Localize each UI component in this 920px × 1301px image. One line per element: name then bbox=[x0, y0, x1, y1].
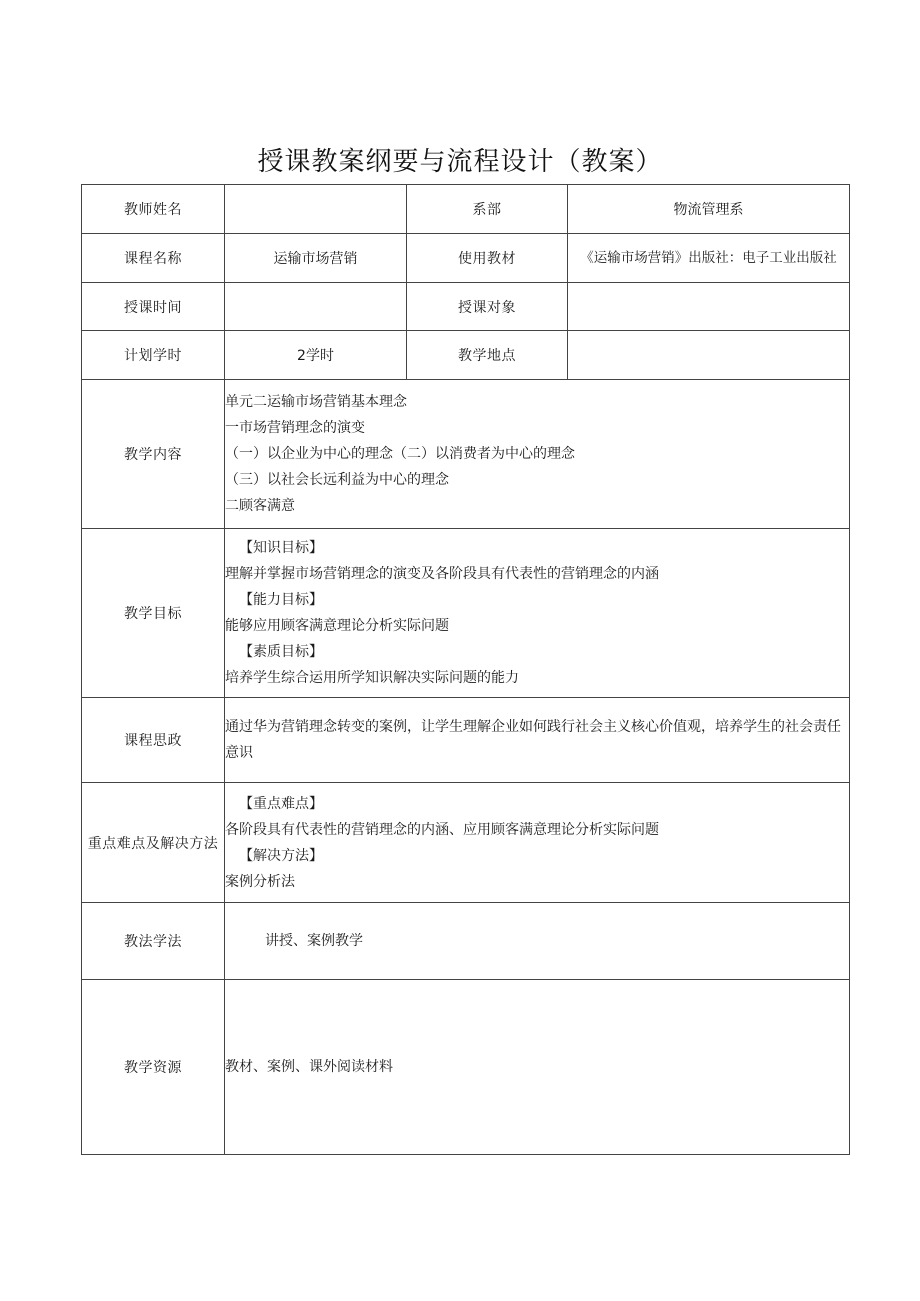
content-line: 二顾客满意 bbox=[225, 498, 295, 514]
method-text: 案例分析法 bbox=[225, 873, 295, 890]
content-label: 教学内容 bbox=[82, 380, 225, 529]
row-methods bbox=[82, 903, 850, 980]
methods-label: 教法学法 bbox=[82, 903, 225, 980]
row-course bbox=[82, 234, 850, 283]
methods-cell bbox=[225, 903, 850, 980]
knowledge-heading: 【知识目标】 bbox=[239, 540, 323, 556]
row-time bbox=[82, 283, 850, 331]
teacher-value bbox=[225, 185, 407, 234]
row-keypoints bbox=[82, 783, 850, 903]
hours-value: 2学时 bbox=[225, 331, 407, 380]
key-text: 各阶段具有代表性的营销理念的内涵、应用顾客满意理论分析实际问题 bbox=[225, 821, 659, 838]
textbook-label: 使用教材 bbox=[407, 234, 568, 283]
content-line: 一市场营销理念的演变 bbox=[225, 420, 365, 436]
course-value: 运输市场营销 bbox=[225, 234, 407, 283]
resources-label: 教学资源 bbox=[82, 980, 225, 1155]
ability-text: 能够应用顾客满意理论分析实际问题 bbox=[225, 618, 449, 634]
objectives-label: 教学目标 bbox=[82, 529, 225, 698]
row-objectives bbox=[82, 529, 850, 698]
audience-label: 授课对象 bbox=[407, 283, 568, 331]
objectives-cell bbox=[225, 529, 850, 698]
row-hours bbox=[82, 331, 850, 380]
quality-heading: 【素质目标】 bbox=[239, 644, 323, 660]
ideology-cell bbox=[225, 698, 850, 783]
keypoints-label: 重点难点及解决方法 bbox=[82, 783, 225, 903]
key-heading: 【重点难点】 bbox=[239, 795, 323, 812]
quality-text: 培养学生综合运用所学知识解决实际问题的能力 bbox=[225, 670, 519, 686]
lesson-plan-table bbox=[81, 184, 850, 1155]
row-content bbox=[82, 380, 850, 529]
department-value: 物流管理系 bbox=[568, 185, 850, 234]
hours-label: 计划学时 bbox=[82, 331, 225, 380]
ideology-text: 通过华为营销理念转变的案例，让学生理解企业如何践行社会主义核心价值观，培养学生的社会责任意识 bbox=[225, 719, 841, 761]
row-ideology bbox=[82, 698, 850, 783]
row-teacher bbox=[82, 185, 850, 234]
teacher-label: 教师姓名 bbox=[82, 185, 225, 234]
content-cell bbox=[225, 380, 850, 529]
content-line: 单元二运输市场营销基本理念 bbox=[225, 394, 407, 410]
page-title: 授课教案纲要与流程设计（教案） bbox=[257, 147, 663, 177]
location-label: 教学地点 bbox=[407, 331, 568, 380]
content-line: （三）以社会长远利益为中心的理念 bbox=[225, 472, 449, 488]
location-value bbox=[568, 331, 850, 380]
time-value bbox=[225, 283, 407, 331]
knowledge-text: 理解并掌握市场营销理念的演变及各阶段具有代表性的营销理念的内涵 bbox=[225, 566, 659, 582]
course-label: 课程名称 bbox=[82, 234, 225, 283]
ability-heading: 【能力目标】 bbox=[239, 592, 323, 608]
resources-text: 教材、案例、课外阅读材料 bbox=[225, 1059, 393, 1075]
department-label: 系部 bbox=[407, 185, 568, 234]
keypoints-cell bbox=[225, 783, 850, 903]
audience-value bbox=[568, 283, 850, 331]
content-line: （一）以企业为中心的理念（二）以消费者为中心的理念 bbox=[225, 446, 575, 462]
method-heading: 【解决方法】 bbox=[239, 847, 323, 864]
row-resources bbox=[82, 980, 850, 1155]
methods-text: 讲授、案例教学 bbox=[265, 933, 363, 949]
ideology-label: 课程思政 bbox=[82, 698, 225, 783]
time-label: 授课时间 bbox=[82, 283, 225, 331]
textbook-value: 《运输市场营销》出版社：电子工业出版社 bbox=[568, 234, 850, 283]
resources-cell bbox=[225, 980, 850, 1155]
